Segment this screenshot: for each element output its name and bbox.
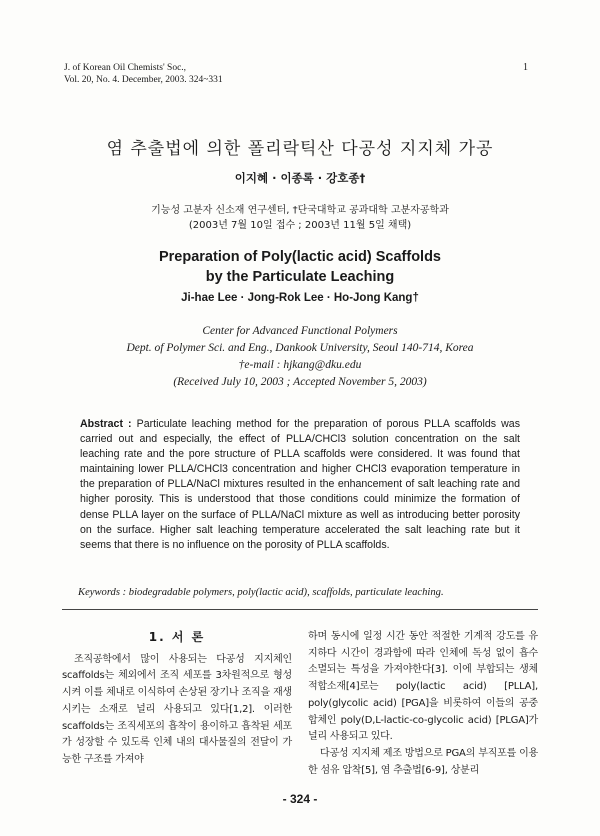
keywords: Keywords : biodegradable polymers, poly(lactic acid), scaffolds, particulate leaching. (78, 587, 444, 598)
english-title (0, 247, 600, 287)
right-column-paragraph-1: 하며 동시에 일정 시간 동안 적절한 기계적 강도를 유지하다 시간이 경과함에 따라 인체에 독성 없이 흡수 소멸되는 특성을 가져야한다[3]. 이에 부합되는 생체적합소재[4]로는 poly(lactic acid) [PLLA], poly(glycolic acid) [PGA]을 비롯하여 이들의 공중합체인 poly(D,L-lactic-co-glycolic acid) [PLGA]가 널리 사용되고 있다. (308, 631, 538, 743)
abstract-text: Particulate leaching method for the preparation of porous PLLA scaffolds was carried out and especially, the effect of PLLA/CHCl3 solution concentration on the salt leaching rate and the pore structure of PLLA scaffolds were considered. It was found that maintaining lower PLLA/CHCl3 concentration and higher CHCl3 evaporation temperature in the preparation of PLLA/NaCl mixtures resulted in the enhancement of salt leaching rate and higher porosity. This is understood that those conditions could minimize the formation of dense PLLA layer on the surface of PLLA/NaCl mixture as well as introducing better porosity on the surface. Higher salt leaching temperature accelerated the salt leaching rate but it seems that there is no influence on the porosity of PLLA scaffolds. (80, 418, 520, 551)
right-column (308, 629, 538, 779)
email: †e-mail : hjkang@dku.edu (238, 359, 362, 371)
journal-line-2: Vol. 20, No. 4. December, 2003. 324~331 (64, 75, 223, 85)
abstract-label: Abstract : (80, 418, 132, 430)
english-dates: (Received July 10, 2003 ; Accepted November 5, 2003) (173, 376, 427, 388)
korean-title: 염 추출법에 의한 폴리락틱산 다공성 지지체 가공 (106, 139, 494, 159)
korean-authors: 이지혜 · 이종록 · 강호종† (234, 171, 366, 185)
english-title-line-2: by the Particulate Leaching (205, 269, 395, 285)
korean-dates: (2003년 7월 10일 접수 ; 2003년 11월 5일 채택) (188, 220, 412, 231)
english-authors: Ji-hae Lee · Jong-Rok Lee · Ho-Jong Kang† (181, 292, 419, 304)
korean-affiliation: 기능성 고분자 신소재 연구센터, †단국대학교 공과대학 고분자공학과 (151, 205, 449, 216)
abstract (80, 417, 520, 553)
english-affiliation-line-1: Center for Advanced Functional Polymers (202, 325, 398, 337)
header-page-number: 1 (523, 62, 528, 73)
section-heading: 1. 서 론 (148, 630, 206, 644)
journal-citation (64, 62, 223, 86)
divider (62, 609, 538, 610)
journal-line-1: J. of Korean Oil Chemists' Soc., (64, 63, 187, 73)
right-column-paragraph-2: 다공성 지지체 제조 방법으로 PGA의 부직포를 이용한 섬유 압착[5], 염 추출법[6-9], 상분리 (308, 747, 538, 776)
korean-affiliation-block (0, 203, 600, 233)
left-column (62, 629, 292, 769)
left-column-paragraph: 조직공학에서 많이 사용되는 다공성 지지체인 scaffolds는 체외에서 조직 세포를 3차원적으로 형성시켜 이를 체내로 이식하여 손상된 장기나 조직을 재생시키는 소재로 널리 사용되고 있다[1,2]. 이러한 scaffolds는 조직세포의 흡착이 용이하고 흡착된 세포가 성장할 수 있도록 인체 내의 대사물질의 전달이 가능한 구조를 가져야 (62, 653, 292, 765)
footer-page-number: - 324 - (282, 792, 318, 806)
english-title-line-1: Preparation of Poly(lactic acid) Scaffolds (158, 249, 441, 265)
english-affiliation-line-2: Dept. of Polymer Sci. and Eng., Dankook University, Seoul 140-714, Korea (126, 342, 474, 354)
english-affiliation-block (0, 323, 600, 391)
